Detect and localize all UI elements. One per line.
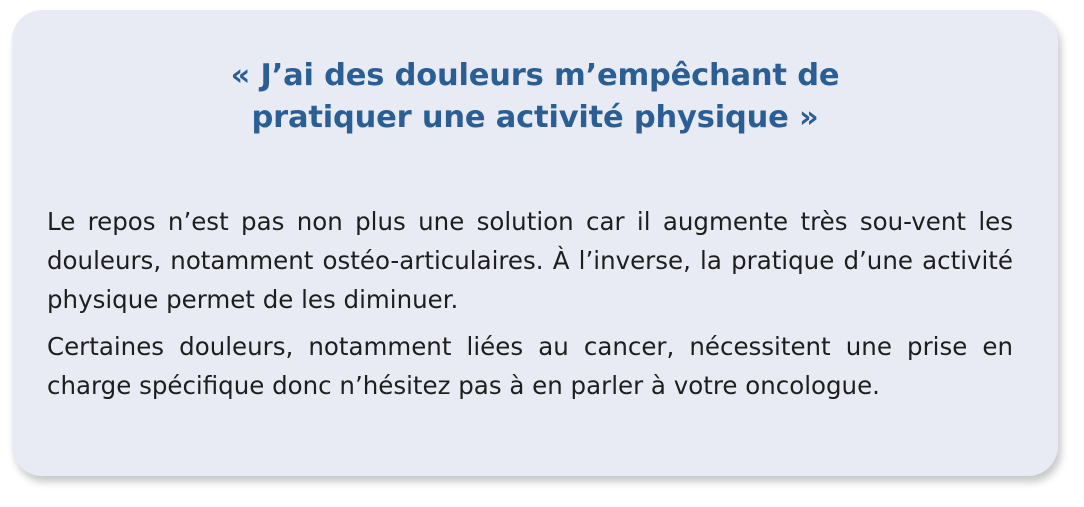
card-body — [47, 202, 1013, 405]
paragraph-cancer-pain: Certaines douleurs, notamment liées au cancer, nécessitent une prise en charge spécifique donc n’hésitez pas à en parler à votre oncologue. — [47, 332, 1013, 400]
info-card — [12, 10, 1058, 476]
card-title — [12, 55, 1058, 139]
card-title-line-1: « J’ai des douleurs m’empêchant de — [230, 58, 840, 93]
paragraph-rest-and-pain: Le repos n’est pas non plus une solution car il augmente très sou-vent les douleurs, notamment ostéo-articulaires. À l’inverse, la pratique d’une activité physique permet de les diminuer. — [47, 207, 1013, 314]
card-title-line-2: pratiquer une activité physique » — [251, 100, 819, 135]
